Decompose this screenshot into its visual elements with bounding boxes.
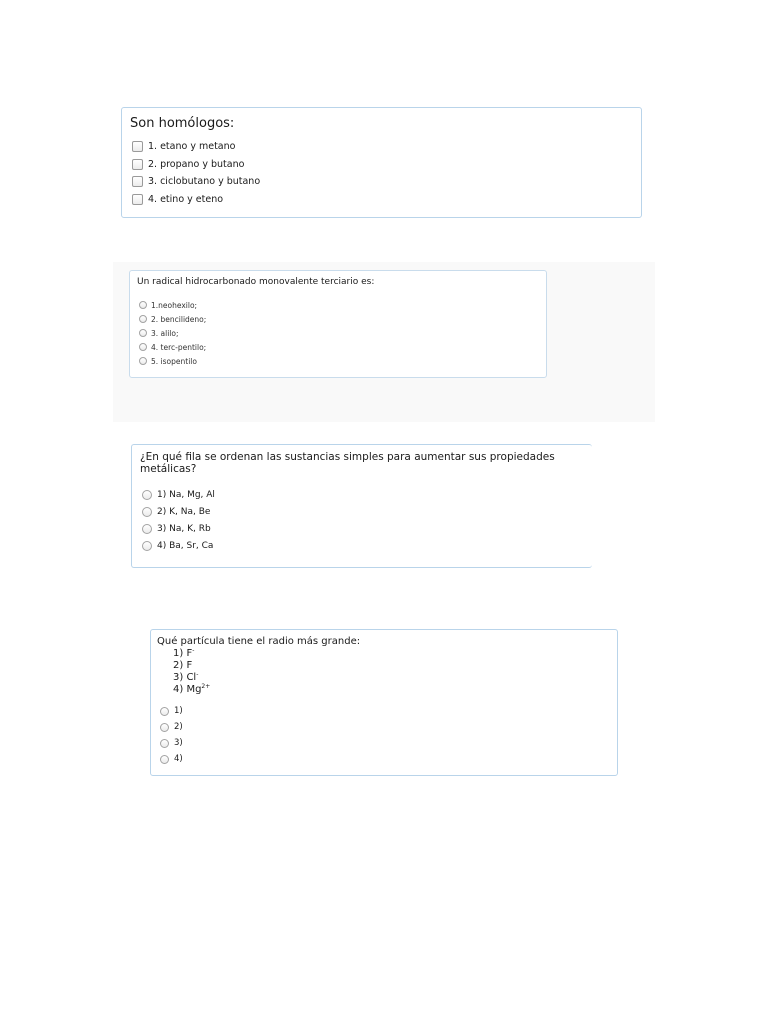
question-prompt: ¿En qué fila se ordenan las sustancias simples para aumentar sus propiedades metálicas?	[140, 451, 555, 475]
question-card-homologos	[121, 107, 642, 218]
question-prompt: Son homólogos:	[130, 116, 235, 131]
radio-button[interactable]	[139, 315, 147, 323]
option-label: 4) Ba, Sr, Ca	[157, 540, 214, 551]
option-label: 4. etino y eteno	[148, 193, 224, 205]
radio-button[interactable]	[139, 343, 147, 351]
particle-item: 2) F	[173, 660, 193, 671]
particle-item: 1) F-	[173, 647, 195, 659]
option-label: 1. etano y metano	[148, 141, 236, 153]
option-1[interactable]	[130, 138, 641, 156]
question-card-radio-grande	[150, 629, 618, 776]
radio-button[interactable]	[160, 723, 169, 732]
option-1[interactable]	[137, 298, 546, 312]
option-5[interactable]	[137, 354, 546, 368]
option-4[interactable]	[140, 537, 592, 554]
checkbox[interactable]	[132, 141, 143, 152]
option-label: 4)	[174, 754, 183, 764]
option-label: 4. terc-pentilo;	[151, 342, 207, 352]
radio-button[interactable]	[142, 507, 152, 517]
option-3[interactable]	[140, 520, 592, 537]
question-card-radical	[129, 270, 547, 378]
option-label: 2)	[174, 722, 183, 732]
radio-button[interactable]	[160, 739, 169, 748]
checkbox[interactable]	[132, 194, 143, 205]
option-1[interactable]	[157, 703, 617, 719]
option-label: 3) Na, K, Rb	[157, 523, 211, 534]
option-4[interactable]	[130, 191, 641, 209]
option-label: 1.neohexilo;	[151, 300, 198, 310]
option-4[interactable]	[157, 751, 617, 767]
option-label: 5. isopentilo	[151, 356, 197, 366]
checkbox[interactable]	[132, 159, 143, 170]
option-label: 1)	[174, 706, 183, 716]
option-label: 2. bencilideno;	[151, 314, 207, 324]
checkbox[interactable]	[132, 176, 143, 187]
radio-button[interactable]	[142, 541, 152, 551]
radio-button[interactable]	[139, 329, 147, 337]
question-prompt: Un radical hidrocarbonado monovalente terciario es:	[137, 277, 375, 287]
radio-button[interactable]	[142, 524, 152, 534]
option-label: 3. alilo;	[151, 328, 179, 338]
option-3[interactable]	[157, 735, 617, 751]
particle-item: 3) Cl-	[173, 671, 199, 683]
option-label: 3. ciclobutano y butano	[148, 176, 261, 188]
option-label: 2. propano y butano	[148, 158, 245, 170]
particle-list	[173, 648, 617, 696]
radio-button[interactable]	[139, 301, 147, 309]
option-2[interactable]	[130, 156, 641, 174]
option-label: 2) K, Na, Be	[157, 506, 211, 517]
particle-item: 4) $Mg^{2+}$	[173, 683, 211, 695]
radio-button[interactable]	[139, 357, 147, 365]
question-prompt: Qué partícula tiene el radio más grande:	[157, 636, 361, 647]
question-card-metalicas	[131, 444, 592, 568]
option-1[interactable]	[140, 486, 592, 503]
radio-button[interactable]	[142, 490, 152, 500]
option-2[interactable]	[157, 719, 617, 735]
radio-button[interactable]	[160, 707, 169, 716]
option-2[interactable]	[140, 503, 592, 520]
option-label: 3)	[174, 738, 183, 748]
option-2[interactable]	[137, 312, 546, 326]
option-3[interactable]	[137, 326, 546, 340]
radio-button[interactable]	[160, 755, 169, 764]
option-label: 1) Na, Mg, Al	[157, 489, 215, 500]
option-3[interactable]	[130, 173, 641, 191]
option-4[interactable]	[137, 340, 546, 354]
